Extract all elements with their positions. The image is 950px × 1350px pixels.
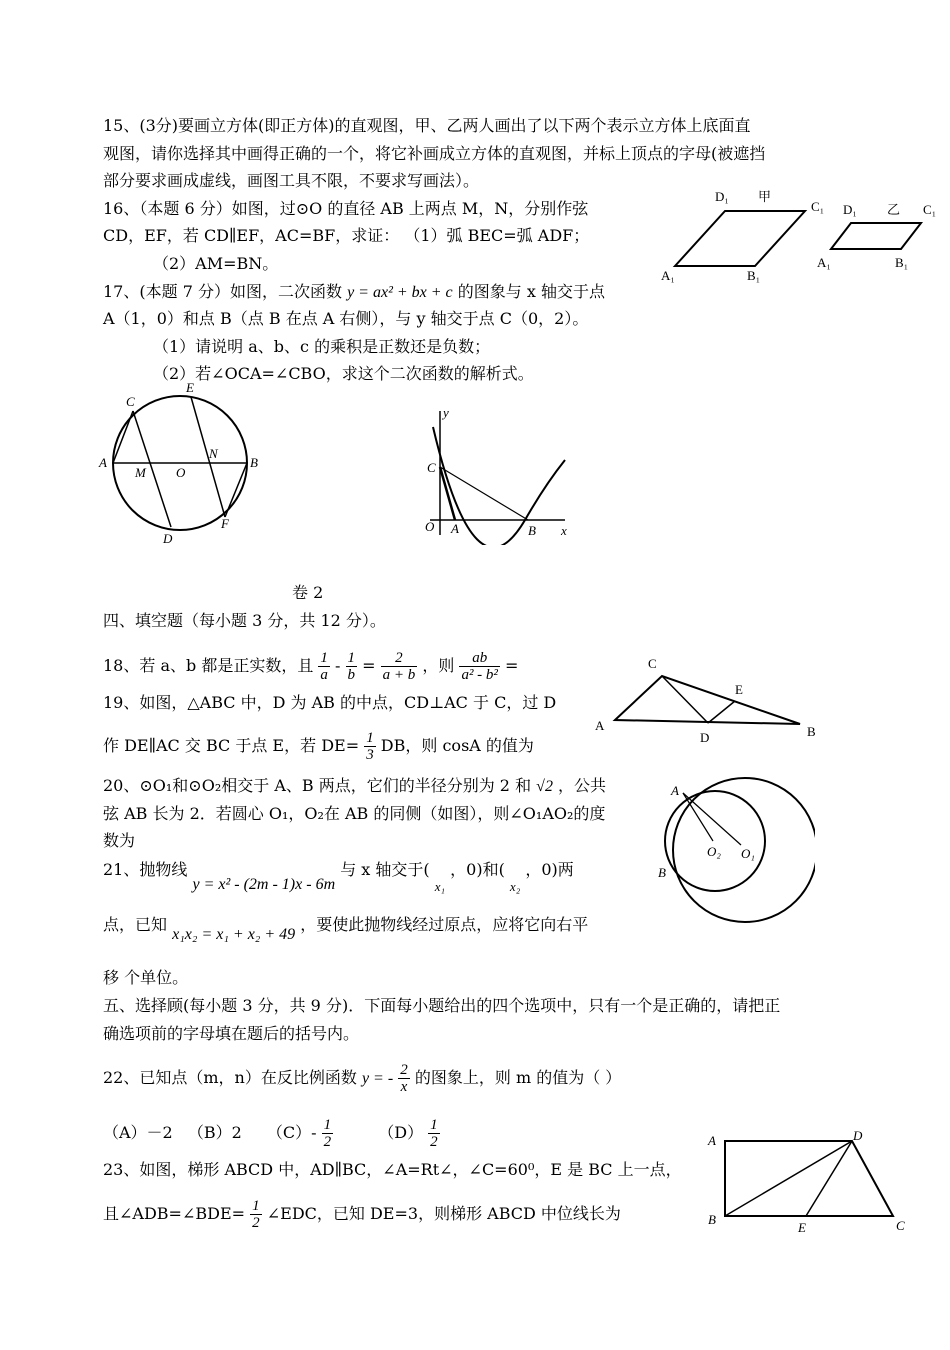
option-c: （C）- <box>266 1123 317 1142</box>
q18-frac2: $\frac{1}{b}$ <box>347 650 356 683</box>
q21-formula: y = x² - (2m - 1)x - 6m <box>192 876 336 893</box>
label-c: C <box>427 460 436 475</box>
label-b1-yi: B₁ <box>895 255 909 270</box>
label-c1-jia: C₁ <box>811 199 825 214</box>
q17-line1: 17、(本题 7 分）如图，二次函数 y = ax² + bx + c 的图象与 x 轴交于点 <box>103 282 605 301</box>
parabola-figure <box>415 405 585 545</box>
cube-yi-parallelogram <box>831 223 921 249</box>
q19-frac: $\frac{1}{3}$ <box>366 730 374 763</box>
q17-line3: （1）请说明 a、b、c 的乘积是正数还是负数； <box>153 337 491 356</box>
label-o1: O₁ <box>741 846 755 861</box>
q22-line: 22、已知点（m，n）在反比例函数 y = - $\frac{2}{x}$ 的图象上，则 m 的值为（ ） <box>103 1062 622 1095</box>
q23-line1: 23、如图，梯形 ABCD 中，AD∥BC，∠A=Rt∠，∠C=60⁰，E 是 BC 上一点， <box>103 1160 682 1179</box>
label-b: B <box>658 865 666 880</box>
label-b: B <box>528 523 536 538</box>
q20-line2: 弦 AB 长为 2．若圆心 O₁，O₂在 AB 的同侧（如图），则∠O₁AO₂的度 <box>103 804 606 823</box>
q20-sqrt: √2 <box>536 778 553 795</box>
two-circles-figure <box>655 765 815 930</box>
q23-line2: 且∠ADB=∠BDE= $\frac{1}{2}$ ∠EDC，已知 DE=3，则梯形 ABCD 中位线长为 <box>103 1198 621 1231</box>
label-a: A <box>595 718 605 733</box>
q16-line1: 16、（本题 6 分）如图，过⊙O 的直径 AB 上两点 M，N，分别作弦 <box>103 199 589 218</box>
q18-frac3: $\frac{2}{a + b}$ <box>382 650 416 683</box>
q22-frac: $\frac{2}{x}$ <box>400 1062 408 1095</box>
q21-x1: x₁ <box>434 879 446 894</box>
label-c1-yi: C₁ <box>923 202 937 217</box>
segment-bd <box>725 1141 852 1216</box>
label-c: C <box>648 656 657 671</box>
q15-line2: 观图，请你选择其中画得正确的一个，将它补画成立方体的直观图，并标上顶点的字母(被遮挡 <box>103 144 766 163</box>
q15-line1: 15、(3分)要画立方体(即正方体)的直观图，甲、乙两人画出了以下两个表示立方体上底面直 <box>103 116 751 135</box>
section-5-line1: 五、选择顾(每小题 3 分，共 9 分)．下面每小题给出的四个选项中，只有一个是正确的，请把正 <box>103 996 781 1015</box>
option-a: （A）－2 <box>103 1123 173 1142</box>
label-o: O <box>176 465 186 480</box>
cube-jia-parallelogram <box>675 211 805 266</box>
label-f: F <box>221 516 229 531</box>
q19-line2: 作 DE∥AC 交 BC 于点 E，若 DE= $\frac{1}{3}$ DB，则 cosA 的值为 <box>103 730 534 763</box>
q16-line2: CD，EF，若 CD∥EF，AC=BF，求证： （1）弧 BEC=弧 ADF； <box>103 226 590 245</box>
segment-ao1 <box>683 793 741 845</box>
label-m: M <box>135 465 146 480</box>
section-4-heading: 四、填空题（每小题 3 分，共 12 分）。 <box>103 611 386 630</box>
trapezoid-abcd <box>725 1141 893 1216</box>
label-n: N <box>209 446 218 461</box>
trapezoid-figure <box>700 1128 915 1238</box>
label-x: x <box>561 523 567 538</box>
segment-de <box>708 701 735 723</box>
circle-figure <box>95 383 275 548</box>
label-o2: O₂ <box>707 844 721 859</box>
q21-line1: 21、抛物线 y = x² - (2m - 1)x - 6m 与 x 轴交于( $_{x_1}$ ，0)和( $_{x_2}$ ，0)两 <box>103 860 574 894</box>
segment-ac <box>113 411 133 463</box>
label-e: E <box>186 383 194 395</box>
q17-line4: （2）若∠OCA=∠CBO，求这个二次函数的解析式。 <box>153 364 534 383</box>
segment-bf <box>225 463 247 517</box>
q16-line3: （2）AM=BN。 <box>153 254 279 273</box>
segment-de <box>806 1141 852 1216</box>
circle-o2 <box>665 791 765 891</box>
label-b1-jia: B₁ <box>747 268 761 283</box>
label-a: A <box>708 1133 716 1148</box>
label-b: B <box>708 1212 716 1227</box>
label-e: E <box>798 1220 806 1235</box>
q17-line2: A（1，0）和点 B（点 B 在点 A 右侧），与 y 轴交于点 C（0，2）。 <box>103 309 589 328</box>
label-y: y <box>443 405 449 420</box>
triangle-abc <box>615 676 800 724</box>
label-d: D <box>700 730 710 745</box>
q20-line3: 数为 <box>103 831 136 850</box>
option-d-frac: $\frac{1}{2}$ <box>430 1117 438 1150</box>
segment-ao2 <box>683 793 713 841</box>
q21-x2: x₂ <box>509 879 521 894</box>
option-d: （D） <box>378 1123 424 1142</box>
label-d1-yi: D₁ <box>843 202 857 217</box>
label-a1-jia: A₁ <box>661 268 675 283</box>
label-c: C <box>896 1218 905 1233</box>
q21-line2: 点，已知 x₁x₂ = x₁ + x₂ + 49 ，要使此抛物线经过原点，应将它向右平 <box>103 915 589 943</box>
label-d: D <box>853 1128 863 1143</box>
q23-frac: $\frac{1}{2}$ <box>252 1198 260 1231</box>
q18-frac1: $\frac{1}{a}$ <box>320 650 328 683</box>
cube-figure <box>655 183 945 283</box>
q18-frac4: $\frac{ab}{\text{a² - b²}}$ <box>461 650 498 683</box>
label-b: B <box>250 455 258 470</box>
chord-ef <box>191 397 225 517</box>
option-c-frac: $\frac{1}{2}$ <box>323 1117 332 1150</box>
q19-line1: 19、如图，△ABC 中，D 为 AB 的中点，CD⊥AC 于 C，过 D <box>103 693 557 712</box>
section-5-line2: 确选项前的字母填在题后的括号内。 <box>103 1024 360 1043</box>
label-a1-yi: A₁ <box>817 255 831 270</box>
section-juan: 卷 2 <box>292 583 324 602</box>
label-o: O <box>425 519 435 534</box>
q20-line1: 20、⊙O₁和⊙O₂相交于 A、B 两点，它们的半径分别为 2 和 √2 ，公共 <box>103 776 607 795</box>
q18-line: 18、若 a、b 都是正实数，且 $\frac{1}{a}$ - $\frac{1}{b}$ = $\frac{2}{a + b}$ ，则 $\frac{ab}{\text{a² - b²}}$ = <box>103 650 519 683</box>
label-jia: 甲 <box>758 189 772 204</box>
label-yi: 乙 <box>887 202 901 217</box>
q21-line3: 移 个单位。 <box>103 968 189 987</box>
q15-line3: 部分要求画成虚线，画图工具不限，不要求写画法）。 <box>103 171 480 190</box>
label-b: B <box>807 724 816 739</box>
option-b: （B）2 <box>187 1123 242 1142</box>
label-d1-jia: D₁ <box>715 189 729 204</box>
label-a: A <box>99 455 107 470</box>
label-c: C <box>126 394 135 409</box>
label-a: A <box>451 521 459 536</box>
q17-formula: y = ax² + bx + c <box>347 284 453 301</box>
q21-condition: x₁x₂ = x₁ + x₂ + 49 <box>172 926 296 943</box>
triangle-figure <box>590 652 830 752</box>
label-e: E <box>735 682 743 697</box>
label-d: D <box>163 531 173 546</box>
label-a: A <box>671 783 679 798</box>
q22-options <box>103 1117 440 1150</box>
